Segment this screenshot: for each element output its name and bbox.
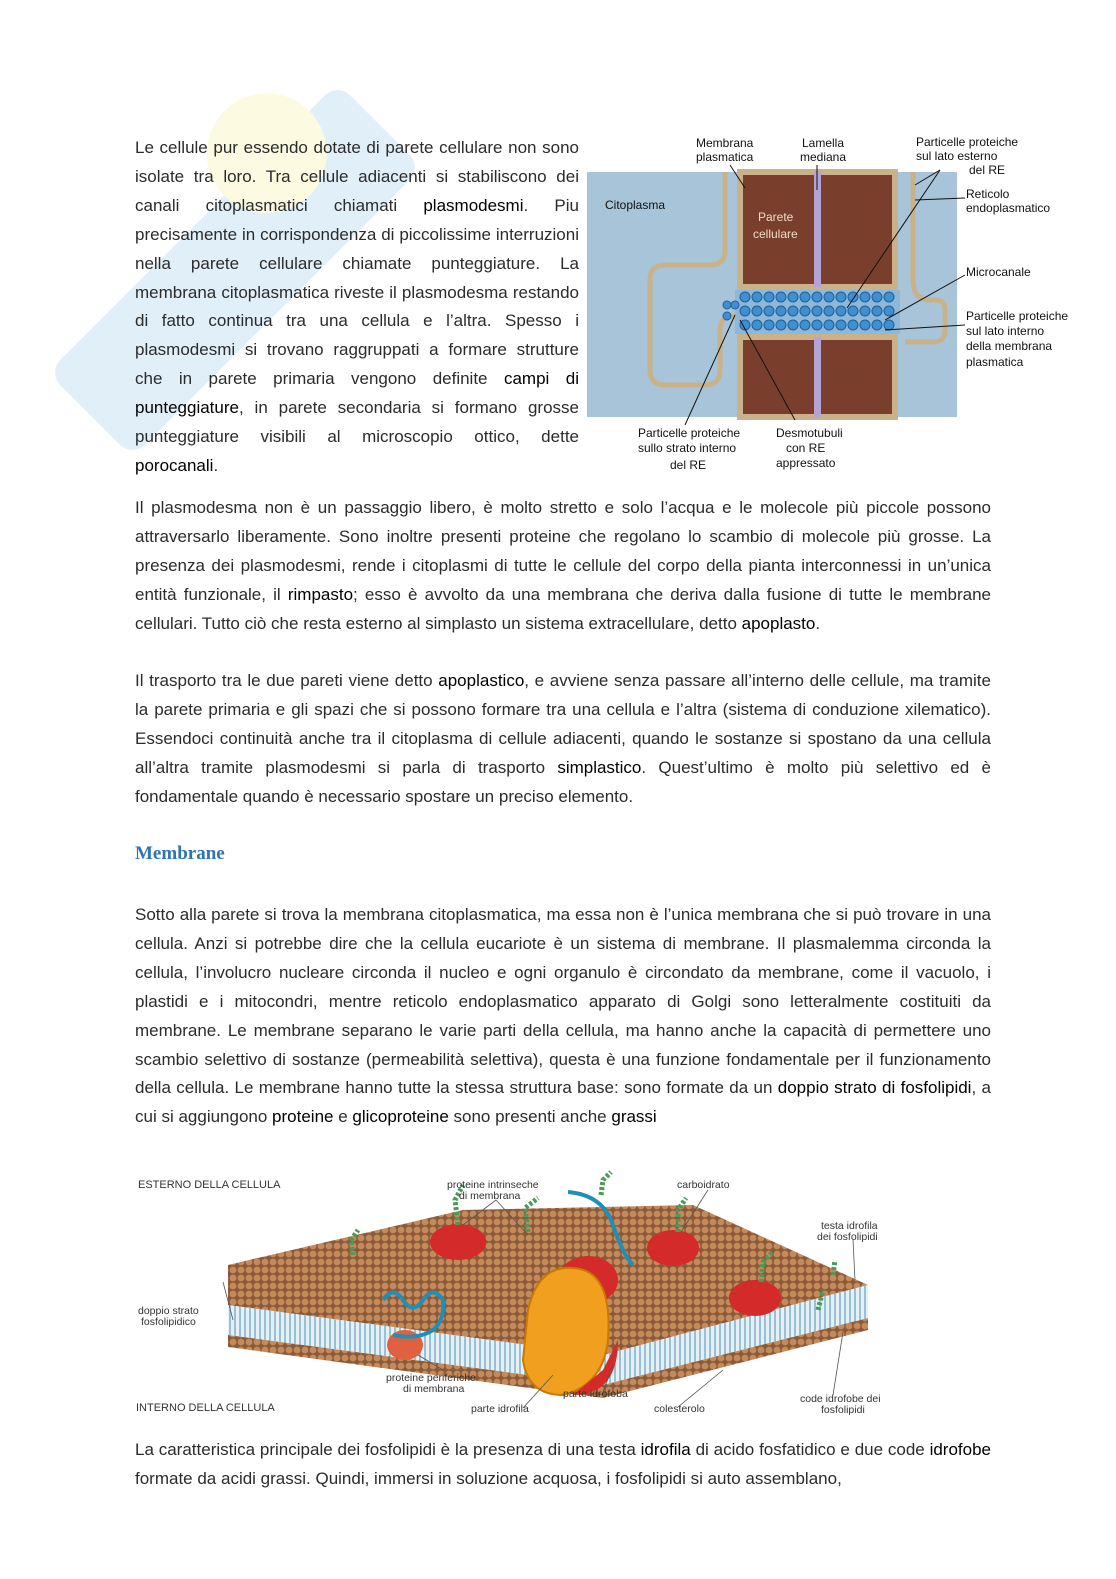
protein-intrinsic bbox=[729, 1280, 781, 1316]
label-particelle-re: Particelle proteiche bbox=[638, 426, 741, 440]
label-doppio-strato: fosfolipidico bbox=[141, 1316, 196, 1328]
label-particelle-interno: Particelle proteiche bbox=[966, 309, 1069, 323]
plasmodesma-diagram bbox=[585, 130, 1090, 480]
keyword: grassi bbox=[611, 1107, 657, 1127]
membrane-diagram bbox=[133, 1170, 918, 1420]
label-code-idrofobe: fosfolipidi bbox=[821, 1404, 865, 1416]
label-periferiche: di membrana bbox=[403, 1383, 465, 1395]
label-parete: Parete bbox=[758, 210, 794, 224]
middle-lamella-lower bbox=[814, 337, 821, 417]
label-carboidrato: carboidrato bbox=[677, 1179, 730, 1191]
keyword: porocanali bbox=[135, 455, 214, 475]
label-desmotubuli: appressato bbox=[776, 456, 836, 470]
protein-intrinsic bbox=[430, 1224, 486, 1260]
label-code-idrofobe: code idrofobe dei bbox=[800, 1393, 881, 1405]
paragraph-trasporto: Il trasporto tra le due pareti viene detto apoplastico, e avviene senza passare all’interno delle cellule, ma tramite la parete primaria e gli spazi che si possono formare tra una cellula e l’altra (sistema di conduzione xilematico). Essendoci continuità anche tra il citoplasma di cellule adiacenti, quando le sostanze si spostano da una cellula all’altra tramite plasmodesmi si parla di trasporto simplastico. Quest’ultimo è molto più selettivo ed è fondamentale quando è necessario spostare un preciso elemento. bbox=[135, 671, 991, 806]
keyword: idrofila bbox=[640, 1440, 691, 1459]
keyword: idrofobe bbox=[929, 1440, 991, 1459]
protein-particles bbox=[723, 292, 894, 330]
label-particelle-esterno: sul lato esterno bbox=[916, 149, 998, 163]
keyword: apoplasto bbox=[741, 613, 816, 633]
paragraph-fosfolipidi: La caratteristica principale dei fosfolipidi è la presenza di una testa idrofila di acido fosfatidico e due code idrofobe formate da acidi grassi. Quindi, immersi in soluzione acquosa, i fosfolipidi si auto assemblano, bbox=[135, 1440, 991, 1488]
label-testa-idrofila: dei fosfolipidi bbox=[817, 1231, 878, 1243]
label-particelle-interno: plasmatica bbox=[966, 355, 1024, 369]
label-particelle-re: sullo strato interno bbox=[638, 441, 737, 455]
label-particelle-interno: sul lato interno bbox=[966, 324, 1045, 338]
keyword: apoplastico bbox=[438, 671, 525, 690]
label-particelle-interno: della membrana bbox=[966, 339, 1053, 353]
label-membrana: Membrana bbox=[696, 136, 754, 150]
label-esterno: ESTERNO DELLA CELLULA bbox=[138, 1179, 281, 1191]
keyword: doppio strato di fosfolipidi bbox=[777, 1078, 972, 1098]
intro-paragraph: Le cellule pur essendo dotate di parete cellulare non sono isolate tra loro. Tra cellule adiacenti si stabiliscono dei canali citoplasmatici chiamati plasmodesmi. Piu precisamente in corrispondenza di piccolissime interruzioni nella parete cellulare chiamate punteggiature. La membrana citoplasmatica riveste il plasmodesma restando di fatto continua tra una cellula e l’altra. Spesso i plasmodesmi si trovano raggruppati a formare strutture che in parete primaria vengono definite campi di punteggiature, in parete secondaria si formano grosse punteggiature visibili al microscopio ottico, dette porocanali. bbox=[135, 138, 579, 475]
label-particelle-re: del RE bbox=[670, 458, 707, 472]
label-periferiche: proteine periferiche bbox=[386, 1372, 476, 1384]
keyword: rimpasto bbox=[287, 584, 354, 604]
label-parete: cellulare bbox=[753, 227, 798, 241]
label-lamella: mediana bbox=[800, 150, 847, 164]
label-membrana: plasmatica bbox=[696, 150, 754, 164]
label-desmotubuli: Desmotubuli bbox=[776, 426, 843, 440]
section-heading: Membrane bbox=[135, 843, 225, 864]
keyword: campi di punteggiature bbox=[135, 369, 579, 418]
keyword: glicoproteine bbox=[352, 1107, 449, 1127]
keyword: plasmodesmi bbox=[423, 195, 524, 215]
label-particelle-esterno: Particelle proteiche bbox=[916, 135, 1019, 149]
label-particelle-esterno: del RE bbox=[969, 163, 1006, 177]
label-parte-idrofila: parte idrofila bbox=[471, 1403, 529, 1415]
label-testa-idrofila: testa idrofila bbox=[821, 1220, 878, 1232]
label-parte-idrofoba: parte idrofoba bbox=[563, 1388, 628, 1400]
paragraph-plasmodesma: Il plasmodesma non è un passaggio libero, è molto stretto e solo l’acqua e le molecole più piccole possono attraversarlo liberamente. Sono inoltre presenti proteine che regolano lo scambio di molecole più grosse. La presenza dei plasmodesmi, rende i citoplasmi di tutte le cellule del corpo della pianta interconnessi in un’unica entità funzionale, il rimpasto; esso è avvolto da una membrana che deriva dalla fusione di tutte le membrane cellulari. Tutto ciò che resta esterno al simplasto un sistema extracellulare, detto apoplasto. bbox=[135, 498, 991, 633]
label-reticolo: Reticolo bbox=[966, 187, 1010, 201]
label-interno: INTERNO DELLA CELLULA bbox=[136, 1402, 275, 1414]
label-intrinseche: proteine intrinseche bbox=[447, 1179, 539, 1191]
label-reticolo: endoplasmatico bbox=[966, 201, 1051, 215]
protein-intrinsic bbox=[647, 1230, 699, 1266]
label-citoplasma: Citoplasma bbox=[605, 198, 666, 212]
label-intrinseche: di membrana bbox=[459, 1190, 521, 1202]
label-microcanale: Microcanale bbox=[966, 265, 1031, 279]
keyword: proteine bbox=[272, 1107, 334, 1127]
keyword: simplastico bbox=[557, 757, 642, 777]
label-colesterolo: colesterolo bbox=[654, 1403, 705, 1415]
protein-transmembrane bbox=[523, 1268, 609, 1395]
label-doppio-strato: doppio strato bbox=[138, 1305, 199, 1317]
label-lamella: Lamella bbox=[802, 136, 845, 150]
paragraph-membrane: Sotto alla parete si trova la membrana citoplasmatica, ma essa non è l’unica membrana che si può trovare in una cellula. Anzi si potrebbe dire che la cellula eucariote è un sistema di membrane. Il plasmalemma circonda la cellula, l’involucro nucleare circonda il nucleo e ogni organulo è circondato da membrane, come il vacuolo, i plastidi e i mitocondri, mentre reticolo endoplasmatico apparato di Golgi sono letteralmente costituiti da membrane. Le membrane separano le varie parti della cellula, ma hanno anche la capacità di permettere uno scambio selettivo di sostanze (permeabilità selettiva), questa è una funzione fondamentale per il funzionamento della cellula. Le membrane hanno tutte la stessa struttura base: sono formate da un doppio strato di fosfolipidi, a cui si aggiungono proteine e glicoproteine sono presenti anche grassi bbox=[135, 905, 991, 1127]
label-desmotubuli: con RE bbox=[786, 441, 826, 455]
